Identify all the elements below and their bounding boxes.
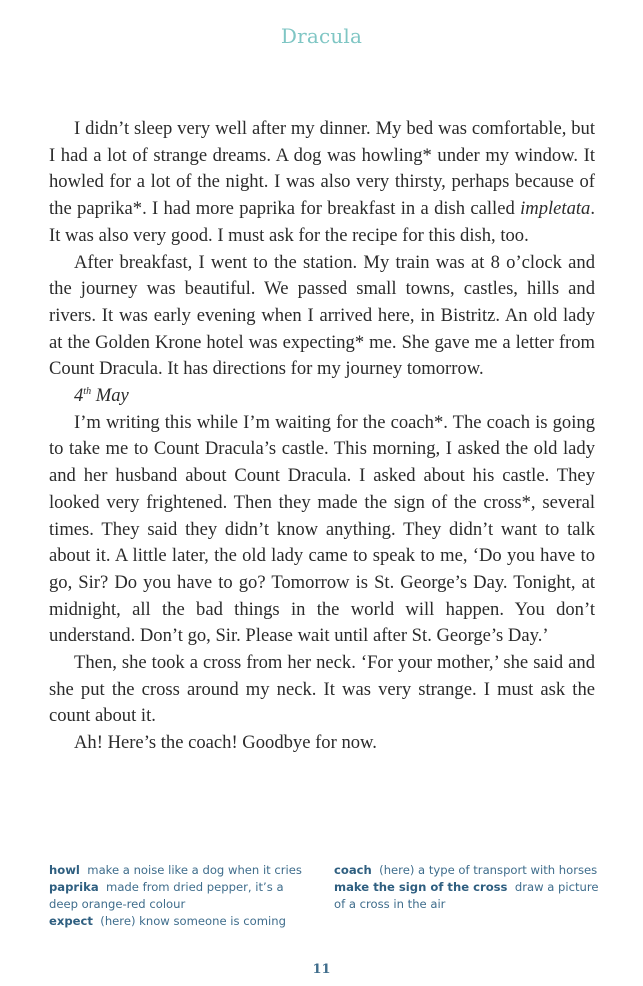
glossary-definition: (here) a type of transport with horses (379, 863, 598, 877)
paragraph-2: After breakfast, I went to the station. My train was at 8 o’clock and the journey was beautiful. We passed small towns, castles, hills and rivers. It was early evening when I arrived here, in Bistritz. An old lady at the Golden Krone hotel was expecting* me. She gave me a letter from Count Dracula. It has directions for my journey tomorrow. (49, 251, 595, 380)
date-day: 4 (74, 385, 84, 407)
glossary-entry (334, 862, 604, 879)
page-number: 11 (312, 962, 331, 977)
glossary-entry (49, 862, 309, 879)
glossary-column-right (334, 862, 604, 913)
diary-date (49, 383, 595, 410)
running-title: Dracula (280, 24, 363, 48)
glossary-entry (334, 879, 604, 913)
glossary-entry (49, 879, 309, 913)
glossary-definition: make a noise like a dog when it cries (87, 863, 302, 877)
glossary-term: make the sign of the cross (334, 880, 508, 894)
paragraph-3: I’m writing this while I’m waiting for the coach*. The coach is going to take me to Count Dracula’s castle. This morning, I asked the old lady and her husband about Count Dracula. I asked about his castle. They looked very frightened. Then they made the sign of the cross*, several times. They said they didn’t know anything. They didn’t want to talk about it. A little later, the old lady came to speak to me, ‘Do you have to go, Sir? Do you have to go? Tomorrow is St. George’s Day. Tonight, at midnight, all the bad things in the world will happen. You don’t understand. Don’t go, Sir. Please wait until after St. George’s Day.’ (49, 411, 595, 647)
glossary-term: expect (49, 914, 93, 928)
story-text (49, 116, 595, 757)
paragraph-1 (49, 116, 595, 250)
glossary-term: paprika (49, 880, 99, 894)
date-suffix: th (83, 385, 92, 397)
paragraph-4: Then, she took a cross from her neck. ‘For your mother,’ she said and she put the cross around my neck. It was very strange. I must ask the count about it. (49, 652, 595, 727)
glossary-definition: made from dried pepper, it’s a deep orange-red colour (49, 880, 284, 911)
glossary-entry (49, 913, 309, 930)
paragraph-1-text-a: I didn’t sleep very well after my dinner. My bed was comfortable, but I had a lot of strange dreams. A dog was howling* under my window. It howled for a lot of the night. I was also very thirsty, perhaps because of the paprika*. I had more paprika for breakfast in a dish called (49, 118, 595, 220)
paragraph-1-text-b: . It was also very good. I must ask for the recipe for this dish, too. (49, 198, 595, 246)
glossary-term: howl (49, 863, 80, 877)
date-month: May (91, 385, 129, 407)
glossary-term: coach (334, 863, 372, 877)
dish-name: impletata (520, 198, 591, 220)
glossary-column-left (49, 862, 309, 930)
glossary-definition: draw a picture of a cross in the air (334, 880, 599, 911)
glossary-definition: (here) know someone is coming (100, 914, 286, 928)
paragraph-5: Ah! Here’s the coach! Goodbye for now. (74, 732, 377, 754)
